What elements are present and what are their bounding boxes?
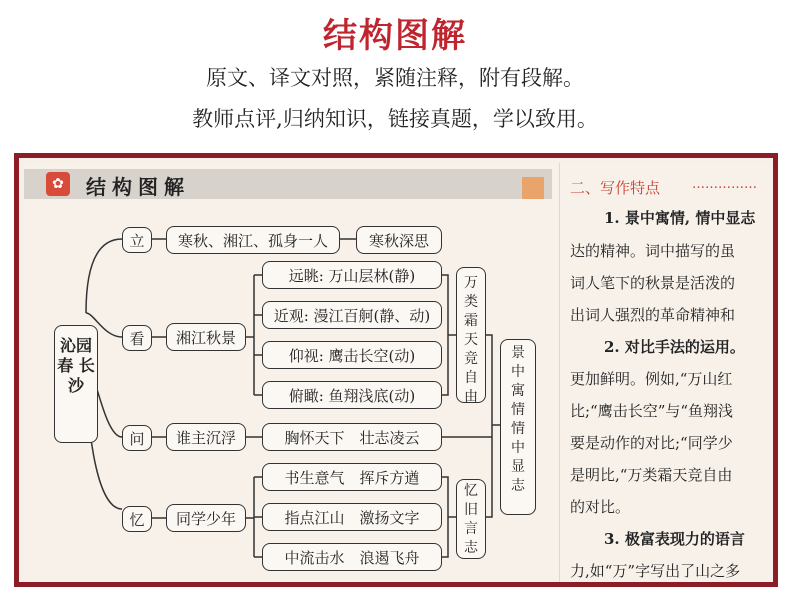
right-page-line-7: 比;“鹰击长空”与“鱼翔浅 xyxy=(570,402,734,420)
right-page-line-10: 的对比。 xyxy=(570,498,631,516)
yi-topic: 同学少年 xyxy=(166,504,246,532)
right-page-line-6: 更加鲜明。例如,“万山红 xyxy=(570,370,733,388)
right-page-heading: 二、写作特点 xyxy=(570,179,661,197)
li-item-2: 寒秋深思 xyxy=(356,226,442,254)
right-page-line-11: 3. 极富表现力的语言 xyxy=(604,530,745,548)
wen-topic: 谁主沉浮 xyxy=(166,423,246,451)
yi-item-2: 指点江山 激扬文字 xyxy=(262,503,442,531)
kan-summary: 万类霜天竞自由 xyxy=(456,267,486,403)
book-photo xyxy=(24,163,778,587)
kan-item-3: 仰视: 鹰击长空(动) xyxy=(262,341,442,369)
right-page-line-3: 词人笔下的秋景是活泼的 xyxy=(570,274,736,292)
branch-label-kan: 看 xyxy=(122,325,152,351)
subtitle-line-2: 教师点评,归纳知识，链接真题，学以致用。 xyxy=(192,107,598,131)
yi-summary: 忆旧言志 xyxy=(456,479,486,559)
yi-item-1: 书生意气 挥斥方遒 xyxy=(262,463,442,491)
right-page-line-2: 达的精神。词中描写的虽 xyxy=(570,242,736,260)
right-page-line-9: 是明比,“万类霜天竞自由 xyxy=(570,466,733,484)
kan-item-1: 远眺: 万山层林(静) xyxy=(262,261,442,289)
right-page-line-5: 2. 对比手法的运用。 xyxy=(604,338,745,356)
branch-label-yi: 忆 xyxy=(122,506,152,532)
right-page-line-1: 1. 景中寓情, 情中显志 xyxy=(604,209,756,227)
li-item-1: 寒秋、湘江、孤身一人 xyxy=(166,226,340,254)
page-title: 结构图解 xyxy=(323,16,467,56)
kan-item-2: 近观: 漫江百舸(静、动) xyxy=(262,301,442,329)
wen-item-1: 胸怀天下 壮志凌云 xyxy=(262,423,442,451)
mindmap-root: 沁园春 长沙 xyxy=(54,325,98,443)
branch-label-li: 立 xyxy=(122,227,152,253)
kan-topic: 湘江秋景 xyxy=(166,323,246,351)
right-page-line-12: 力,如“万”字写出了山之多 xyxy=(570,562,741,580)
branch-label-wen: 问 xyxy=(122,425,152,451)
right-page-line-4: 出词人强烈的革命精神和 xyxy=(570,306,736,324)
right-page-line-8: 要是动作的对比;“同学少 xyxy=(570,434,733,452)
kan-item-4: 俯瞰: 鱼翔浅底(动) xyxy=(262,381,442,409)
flower-icon: ✿ xyxy=(46,172,70,196)
mindmap-conclusion: 景中寓情 情中显志 xyxy=(500,339,536,515)
heading-leader: …………… xyxy=(692,177,757,192)
yi-item-3: 中流击水 浪遏飞舟 xyxy=(262,543,442,571)
section-heading: 结构图解 xyxy=(86,175,190,199)
book-photo-frame xyxy=(14,153,778,587)
subtitle-line-1: 原文、译文对照，紧随注释，附有段解。 xyxy=(206,66,584,90)
